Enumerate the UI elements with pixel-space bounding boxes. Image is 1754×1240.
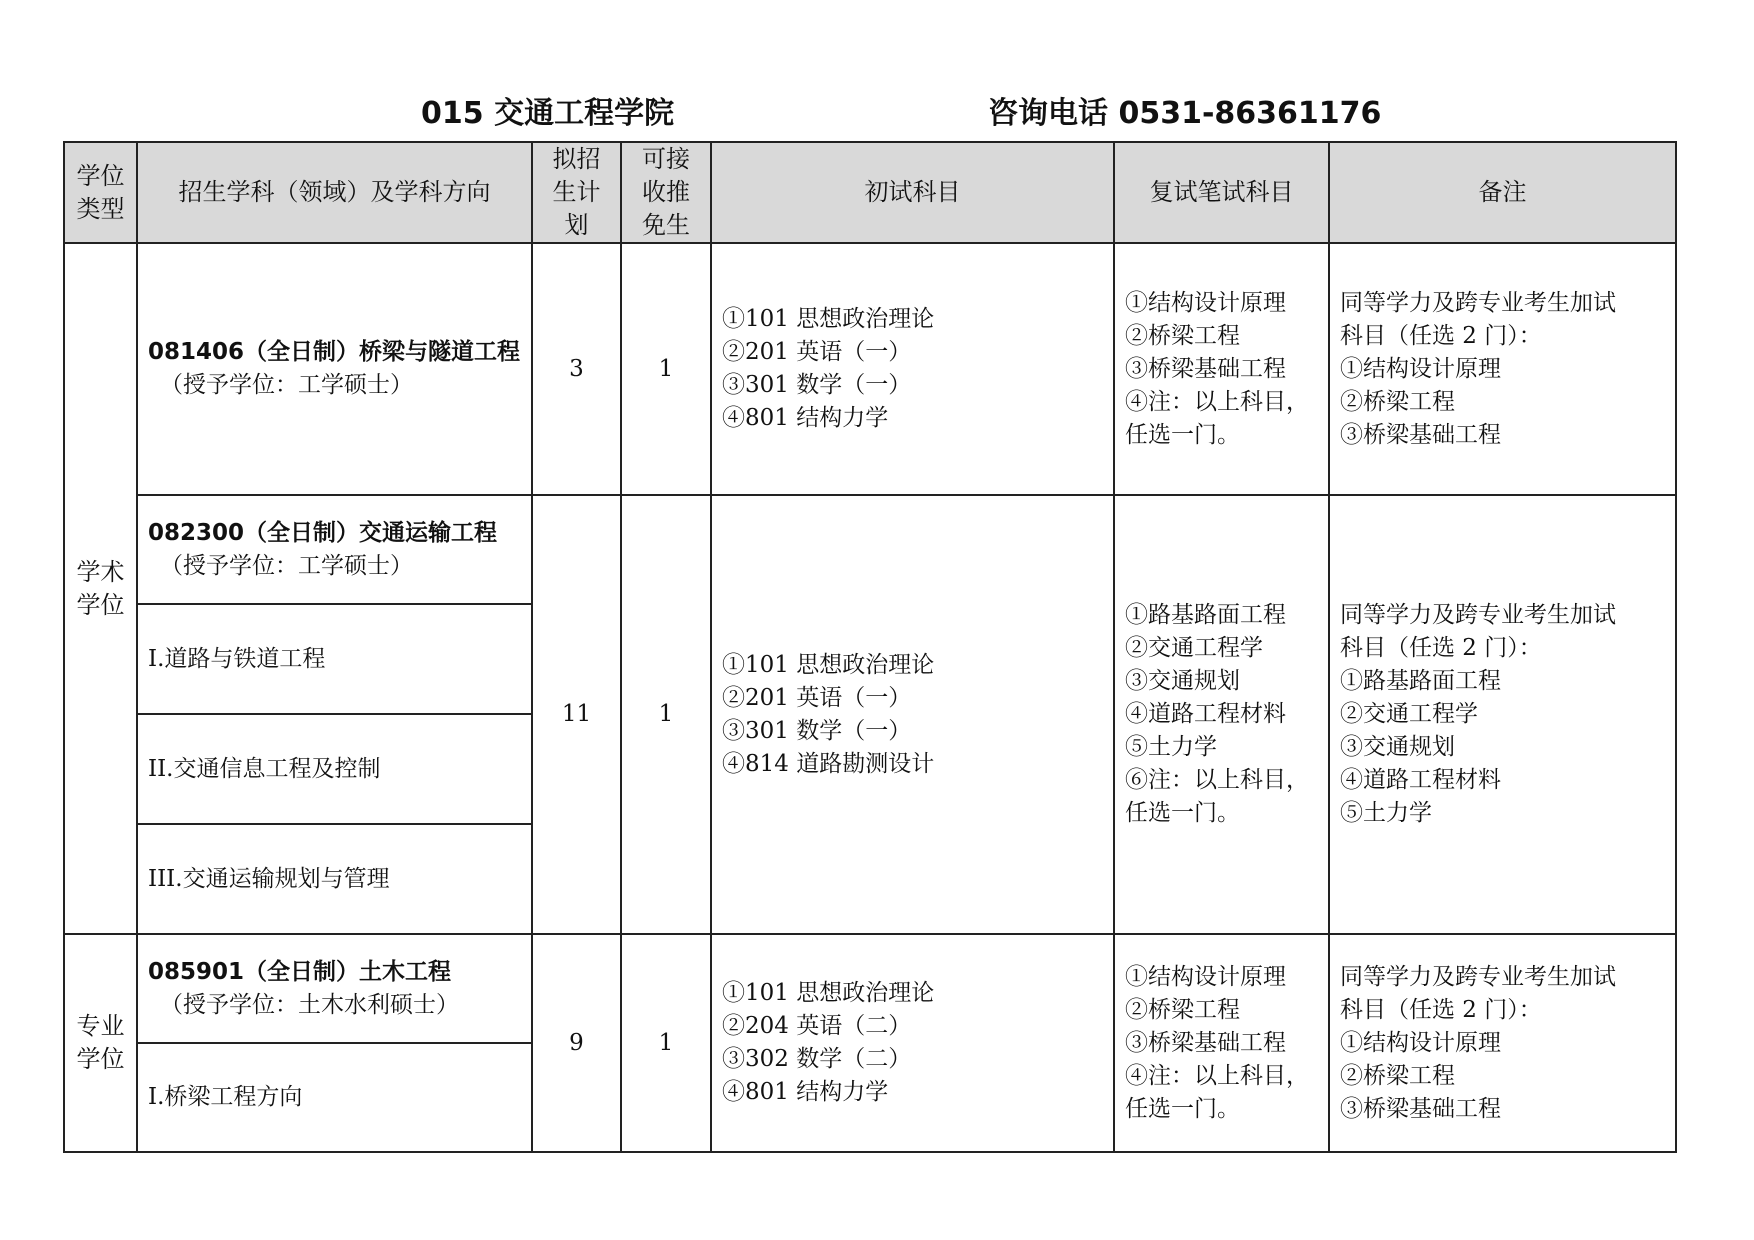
exempt-count: 1 (621, 934, 711, 1152)
col-header-remarks: 备注 (1329, 142, 1676, 243)
table-row (64, 243, 1676, 495)
exempt-count: 1 (621, 243, 711, 495)
subject-code: 082300（全日制）交通运输工程 (148, 519, 498, 546)
degree-awarded: （授予学位：工学硕士） (160, 552, 413, 579)
col-header-type: 学位 类型 (64, 142, 137, 243)
college-title: 015 交通工程学院 (421, 96, 675, 131)
degree-type-academic: 学术 学位 (64, 243, 137, 934)
direction-item: II.交通信息工程及控制 (137, 714, 532, 824)
subject-cell (137, 243, 532, 495)
exam-subjects: ①101 思想政治理论 ②204 英语（二） ③302 数学（二） ④801 结构力学 (711, 934, 1114, 1152)
exam-subjects: ①101 思想政治理论 ②201 英语（一） ③301 数学（一） ④814 道路勘测设计 (711, 495, 1114, 934)
direction-item: I.桥梁工程方向 (137, 1043, 532, 1152)
plan-count: 11 (532, 495, 621, 934)
plan-count: 3 (532, 243, 621, 495)
direction-item: I.道路与铁道工程 (137, 604, 532, 714)
subject-cell (137, 495, 532, 604)
admissions-table (63, 141, 1677, 1153)
remarks: 同等学力及跨专业考生加试 科目（任选 2 门）： ①路基路面工程 ②交通工程学 ③交通规划 ④道路工程材料 ⑤土力学 (1329, 495, 1676, 934)
degree-type-professional: 专业 学位 (64, 934, 137, 1152)
remarks: 同等学力及跨专业考生加试 科目（任选 2 门）： ①结构设计原理 ②桥梁工程 ③桥梁基础工程 (1329, 934, 1676, 1152)
col-header-exam: 初试科目 (711, 142, 1114, 243)
retest-subjects: ①结构设计原理 ②桥梁工程 ③桥梁基础工程 ④注：以上科目， 任选一门。 (1114, 934, 1329, 1152)
subject-code: 081406（全日制）桥梁与隧道工程 (148, 339, 521, 365)
col-header-exempt: 可接 收推 免生 (621, 142, 711, 243)
plan-count: 9 (532, 934, 621, 1152)
exam-subjects: ①101 思想政治理论 ②201 英语（一） ③301 数学（一） ④801 结构力学 (711, 243, 1114, 495)
table-row (64, 934, 1676, 1043)
retest-subjects: ①路基路面工程 ②交通工程学 ③交通规划 ④道路工程材料 ⑤土力学 ⑥注：以上科目， 任选一门。 (1114, 495, 1329, 934)
table-header-row (64, 142, 1676, 243)
direction-item: III.交通运输规划与管理 (137, 824, 532, 934)
subject-cell (137, 934, 532, 1043)
degree-awarded: （授予学位：工学硕士） (160, 372, 413, 398)
table-row (64, 495, 1676, 604)
exempt-count: 1 (621, 495, 711, 934)
retest-subjects: ①结构设计原理 ②桥梁工程 ③桥梁基础工程 ④注：以上科目， 任选一门。 (1114, 243, 1329, 495)
subject-code: 085901（全日制）土木工程 (148, 958, 452, 985)
remarks: 同等学力及跨专业考生加试 科目（任选 2 门）： ①结构设计原理 ②桥梁工程 ③桥梁基础工程 (1329, 243, 1676, 495)
consult-phone: 咨询电话 0531-86361176 (988, 96, 1382, 131)
col-header-plan: 拟招 生计 划 (532, 142, 621, 243)
col-header-subject: 招生学科（领域）及学科方向 (137, 142, 532, 243)
col-header-retest: 复试笔试科目 (1114, 142, 1329, 243)
degree-awarded: （授予学位：土木水利硕士） (160, 991, 459, 1018)
